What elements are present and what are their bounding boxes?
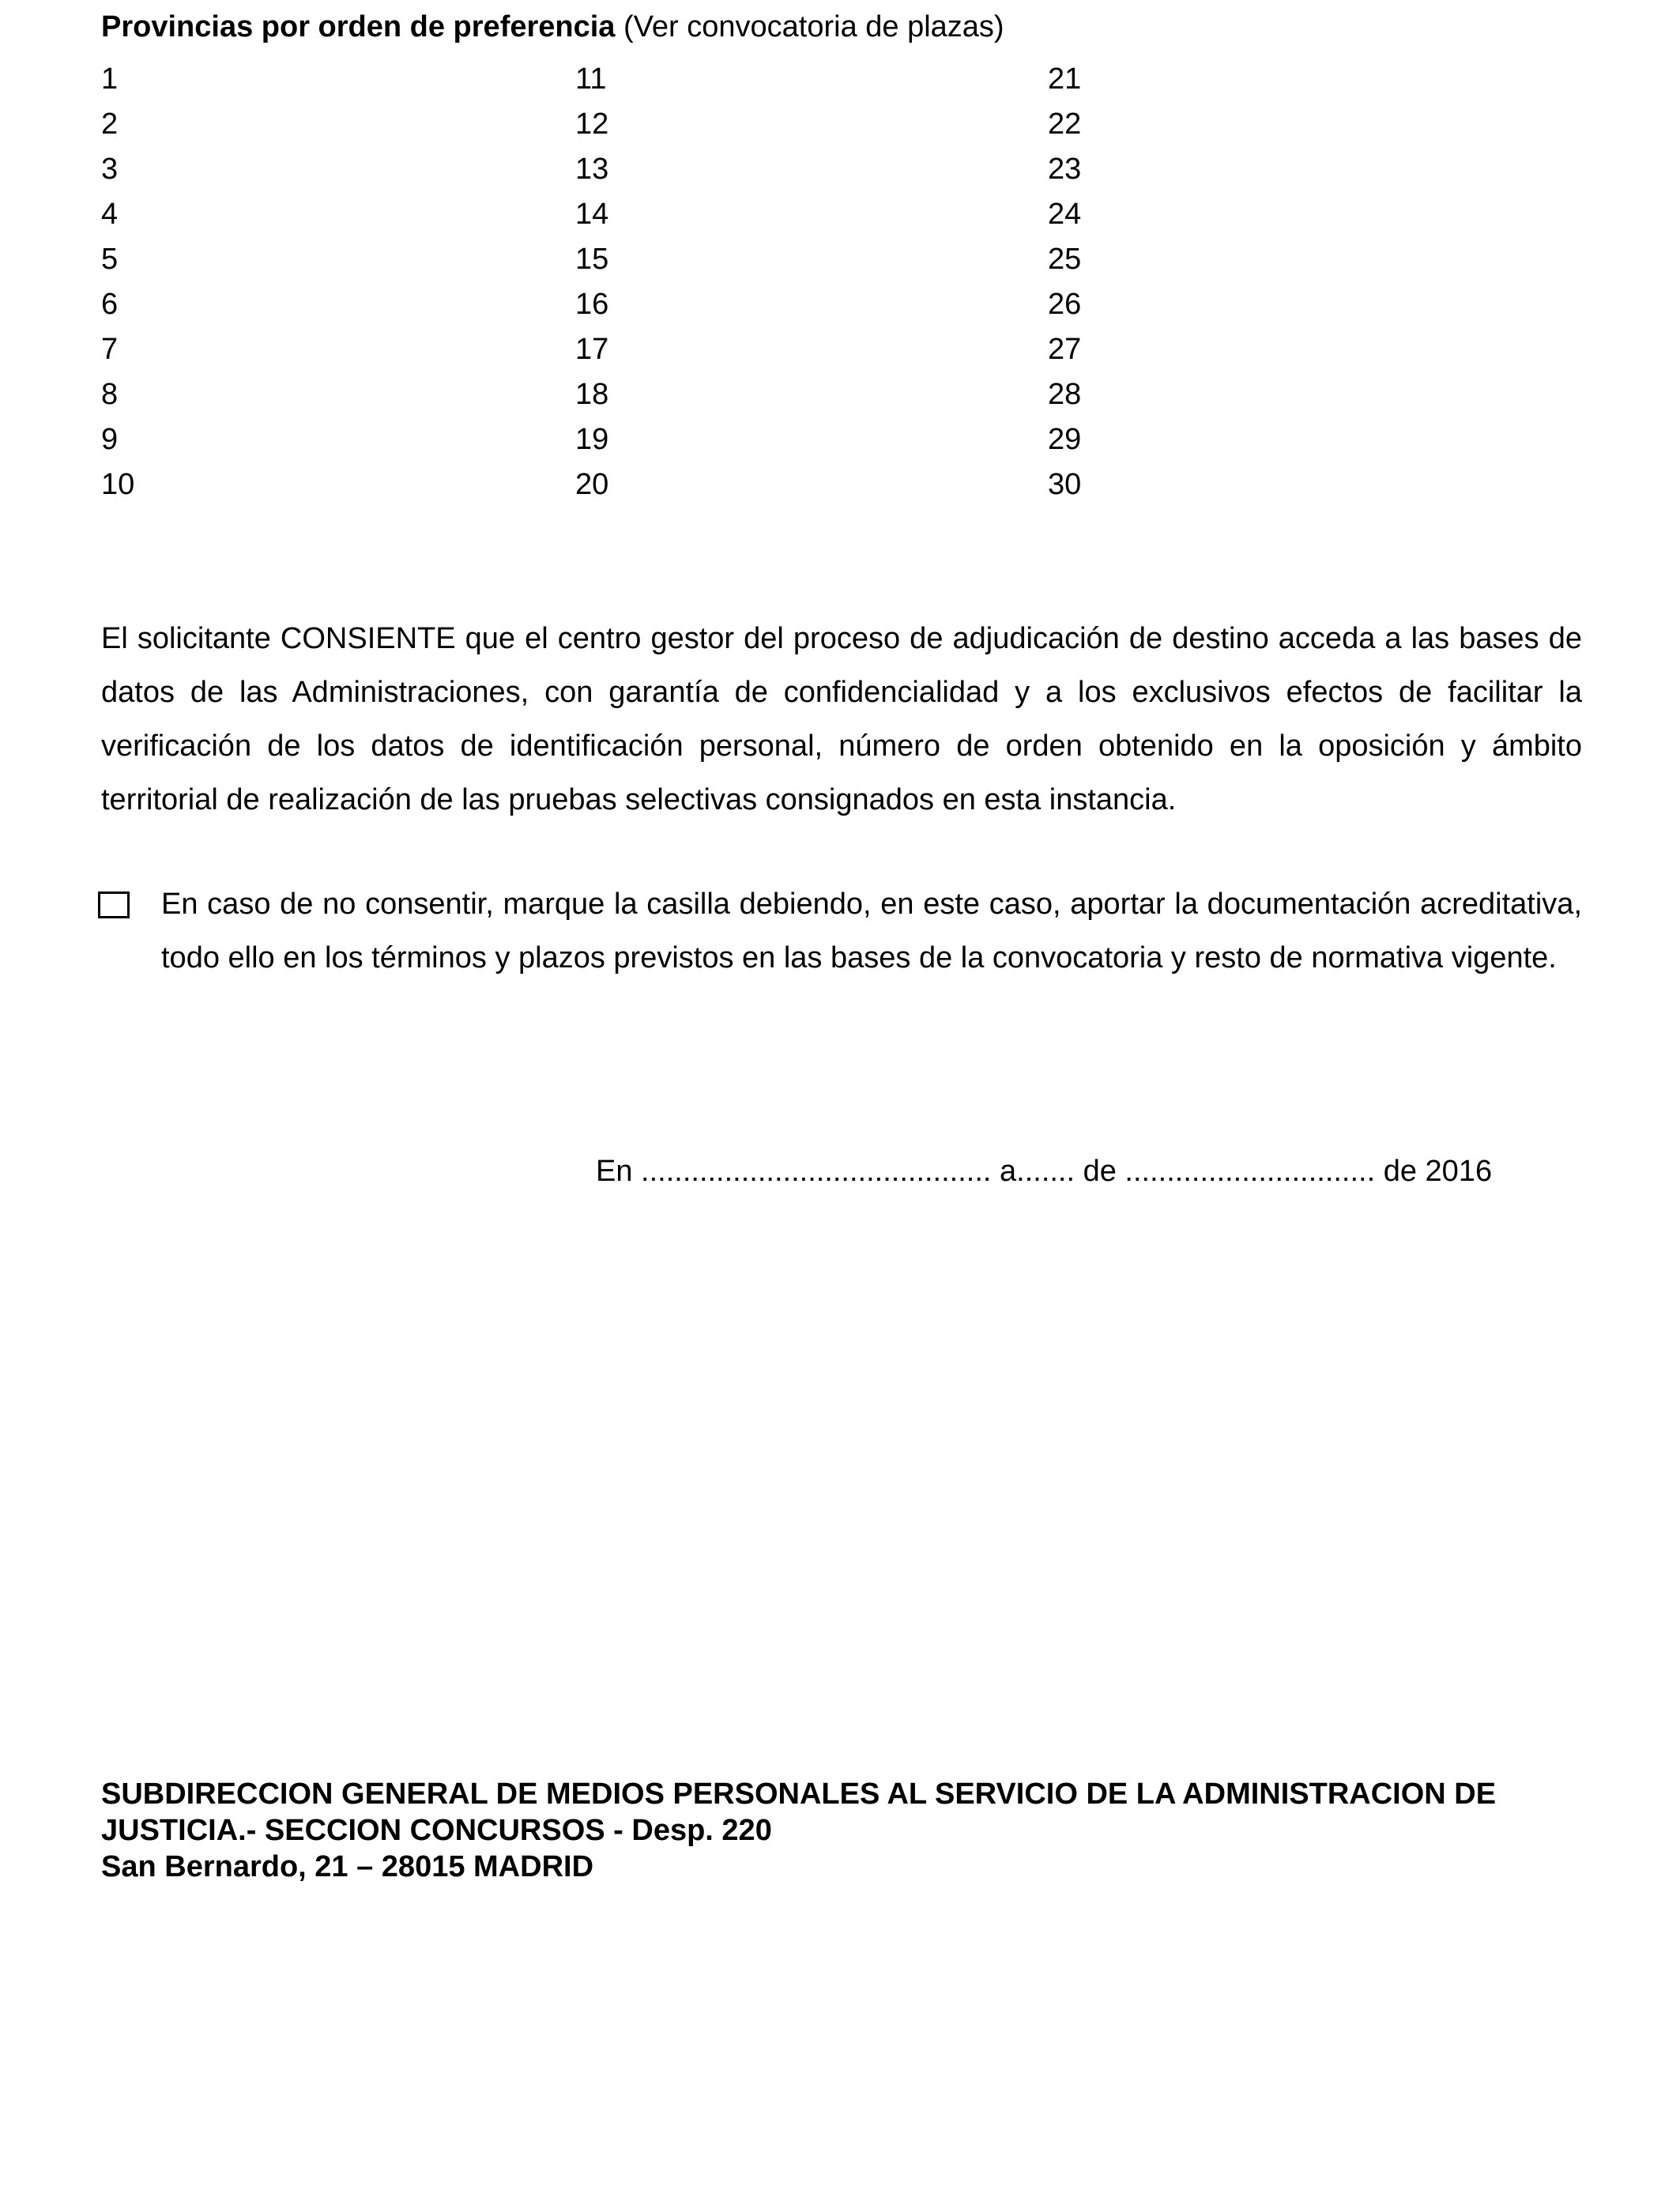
place-date-line: En .......................................... a....... de .............................. de 2016: [596, 1155, 1493, 1188]
preference-slot: 29: [1048, 423, 1082, 456]
preference-slot: 25: [1048, 243, 1082, 276]
section-heading-bold: Provincias por orden de preferencia: [101, 10, 616, 43]
preference-slot: 1: [101, 62, 119, 96]
section-heading: [101, 5, 1004, 49]
preference-column-2: [575, 57, 608, 507]
optout-paragraph: En caso de no consentir, marque la casilla debiendo, en este caso, aportar la documentación acreditativa, todo ello en los términos y plazos previstos en las bases de la convocatoria y resto de normativa vigente.: [161, 888, 1582, 974]
preference-slot: 9: [101, 423, 119, 456]
consent-paragraph: El solicitante CONSIENTE que el centro gestor del proceso de adjudicación de destino acceda a las bases de datos de las Administraciones, con garantía de confidencialidad y a los exclusivos efectos de facilitar la verificación de los datos de identificación personal, número de orden obtenido en la oposición y ámbito territorial de realización de las pruebas selectivas consignados en esta instancia.: [101, 622, 1582, 816]
preference-slot: 4: [101, 198, 119, 231]
preference-slot: 17: [575, 333, 609, 366]
footer-line-3: San Bernardo, 21 – 28015 MADRID: [101, 1850, 594, 1883]
footer-line-1: SUBDIRECCION GENERAL DE MEDIOS PERSONALES AL SERVICIO DE LA ADMINISTRACION DE: [101, 1777, 1497, 1811]
preference-slot: 16: [575, 288, 609, 321]
preference-slot: 8: [101, 378, 119, 411]
preference-slot: 26: [1048, 288, 1082, 321]
preference-slot: 5: [101, 243, 119, 276]
preference-slot: 6: [101, 288, 119, 321]
preference-slot: 20: [575, 468, 609, 501]
preference-slot: 11: [575, 62, 607, 96]
preference-slot: 19: [575, 423, 609, 456]
footer-address: [101, 1776, 1603, 1885]
preference-slot: 21: [1048, 62, 1082, 96]
preference-slot: 7: [101, 333, 119, 366]
preference-slot: 12: [575, 107, 609, 141]
preference-slot: 23: [1048, 153, 1082, 186]
preference-column-3: [1048, 57, 1081, 507]
optout-checkbox[interactable]: [98, 892, 130, 918]
preference-slot: 15: [575, 243, 609, 276]
section-heading-note: (Ver convocatoria de plazas): [623, 10, 1004, 43]
preference-slot: 30: [1048, 468, 1082, 501]
preference-slot: 28: [1048, 378, 1082, 411]
preference-column-1: [101, 57, 134, 507]
preference-slot: 13: [575, 153, 609, 186]
preference-slot: 2: [101, 107, 119, 141]
preference-slot: 24: [1048, 198, 1082, 231]
preference-slot: 3: [101, 153, 119, 186]
preference-slot: 14: [575, 198, 609, 231]
preference-slot: 22: [1048, 107, 1082, 141]
preference-slot: 10: [101, 468, 135, 501]
footer-line-2: JUSTICIA.- SECCION CONCURSOS - Desp. 220: [101, 1814, 772, 1847]
preference-slot: 18: [575, 378, 609, 411]
preference-slot: 27: [1048, 333, 1082, 366]
